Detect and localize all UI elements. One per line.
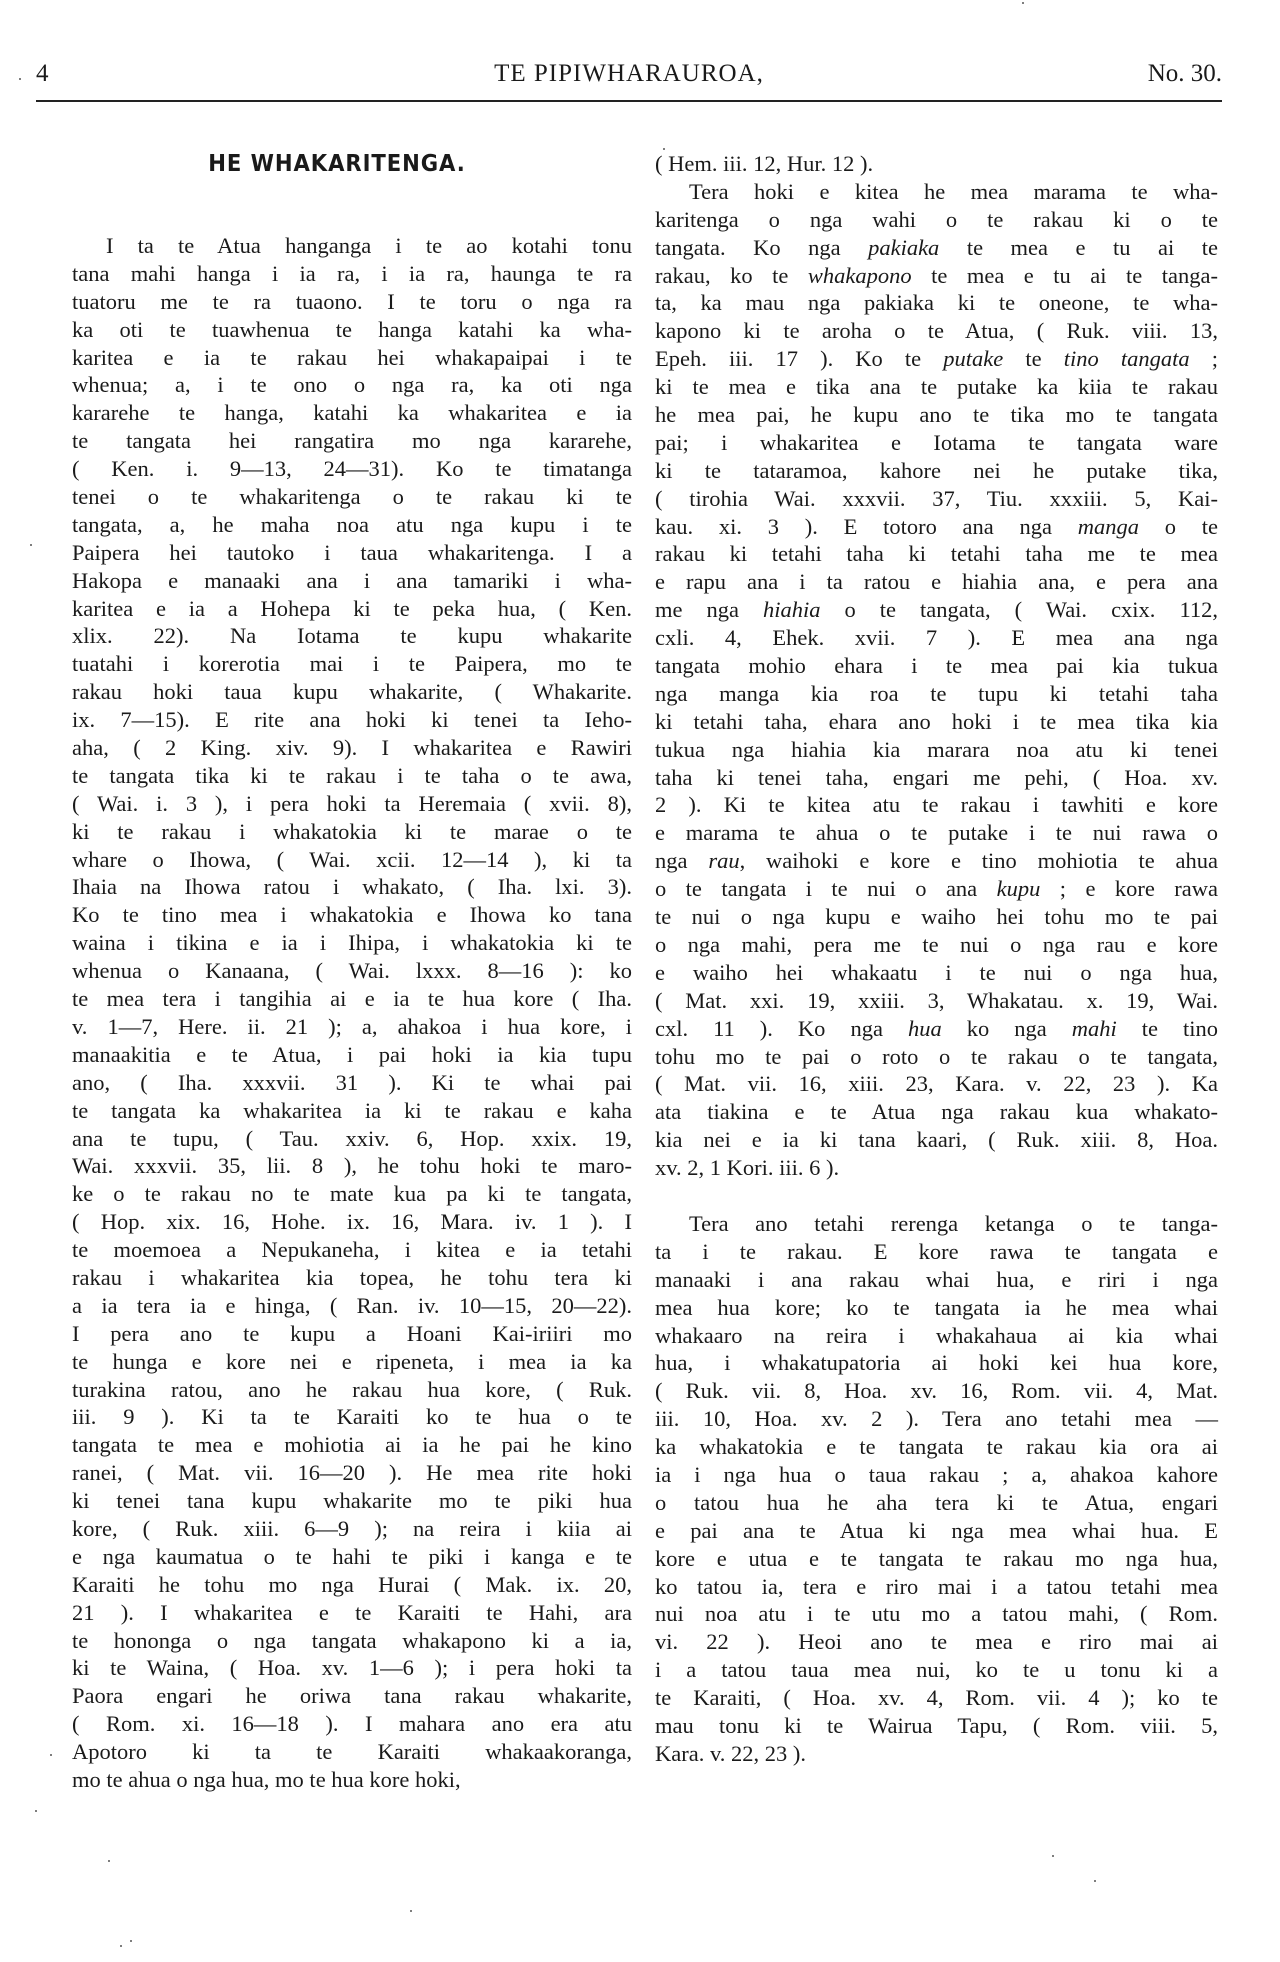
text-line: mau tonu ki te Wairua Tapu, ( Rom. viii. 5, <box>655 1712 1218 1738</box>
text-line: kapono ki te aroha o te Atua, ( Ruk. viii. 13, <box>655 318 1218 344</box>
text-line: ki te rakau i whakatokia ki te marae o te <box>72 818 632 844</box>
text-line: kore, ( Ruk. xiii. 6—9 ); na reira i kiia ai <box>72 1515 632 1541</box>
text-line: i a tatou taua mea nui, ko te u tonu ki a <box>655 1657 1218 1683</box>
text-line: te tangata tika ki te rakau i te taha o te awa, <box>72 762 632 788</box>
text-line: ranei, ( Mat. vii. 16—20 ). He mea rite hoki <box>72 1460 632 1486</box>
text-line: tuatoru me te ra tuaono. I te toru o nga ra <box>72 288 632 314</box>
running-head <box>36 56 1222 96</box>
text-line: Ihaia na Ihowa ratou i whakato, ( Iha. lxi. 3). <box>72 874 632 900</box>
italic-term: whakapono <box>807 262 912 288</box>
italic-term: kupu <box>996 876 1041 902</box>
scan-speck <box>35 1810 37 1812</box>
italic-term: pakiaka <box>868 234 940 260</box>
text-line: ki te tataramoa, kahore nei he putake tika, <box>655 457 1218 483</box>
text-line: tukua nga hiahia kia marara noa atu ki tenei <box>655 736 1218 762</box>
text-line: o te tangata i te nui o ana kupu ; e kore rawa <box>655 876 1218 902</box>
text-line: ( Hop. xix. 16, Hohe. ix. 16, Mara. iv. 1 ). I <box>72 1209 632 1235</box>
scan-speck <box>50 1754 52 1756</box>
text-line: tangata. Ko nga pakiaka te mea e tu ai te <box>655 234 1218 260</box>
text-line: Epeh. iii. 17 ). Ko te putake te tino tangata ; <box>655 346 1218 372</box>
title-gap <box>72 190 632 232</box>
text-line: tuatahi i korerotia mai i te Paipera, mo te <box>72 651 632 677</box>
text-line: te hononga o nga tangata whakapono ki a ia, <box>72 1627 632 1653</box>
text-line: rakau i whakaritea kia topea, he tohu tera ki <box>72 1264 632 1290</box>
text-line: mo te ahua o nga hua, mo te hua kore hoki, <box>72 1766 461 1792</box>
issue-number: No. 30. <box>1147 60 1222 87</box>
header-rule <box>36 100 1222 102</box>
italic-term: hiahia <box>763 597 821 623</box>
italic-term: hua <box>907 1015 942 1041</box>
text-line: taha ki tenei taha, engari me pehi, ( Hoa. xv. <box>655 764 1218 790</box>
article-title: HE WHAKARITENGA. <box>208 151 466 177</box>
text-line: manaaki i ana rakau whai hua, e riri i nga <box>655 1266 1218 1292</box>
text-line: e nga kaumatua o te hahi te piki i kanga e te <box>72 1543 632 1569</box>
text-line: Wai. xxxvii. 35, lii. 8 ), he tohu hoki te maro- <box>72 1153 632 1179</box>
scan-speck <box>120 1945 122 1947</box>
text-line: turakina ratou, ano he rakau hua kore, ( Ruk. <box>72 1376 632 1402</box>
scan-speck <box>1094 1880 1096 1882</box>
text-line: kau. xi. 3 ). E totoro ana nga manga o te <box>655 513 1218 539</box>
text-line: ko tatou ia, tera e riro mai i a tatou tetahi mea <box>655 1573 1218 1599</box>
italic-term: manga <box>1077 513 1140 539</box>
italic-term: rau <box>708 848 740 874</box>
text-line: e pai ana te Atua ki nga mea whai hua. E <box>655 1517 1218 1543</box>
text-line: Karaiti he tohu mo nga Hurai ( Mak. ix. 20, <box>72 1571 632 1597</box>
text-line: Apotoro ki ta te Karaiti whakaakoranga, <box>72 1739 632 1765</box>
text-line: ( Hem. iii. 12, Hur. 12 ). <box>655 151 874 176</box>
paragraph-gap <box>655 1182 1218 1210</box>
text-line: tangata te mea e mohiotia ai ia he pai he kino <box>72 1432 632 1458</box>
text-line: iii. 10, Hoa. xv. 2 ). Tera ano tetahi mea — <box>655 1406 1218 1432</box>
text-line: whenua; a, i te ono o nga ra, ka oti nga <box>72 372 632 398</box>
text-line: whare o Ihowa, ( Wai. xcii. 12—14 ), ki ta <box>72 846 632 872</box>
text-line: ( tirohia Wai. xxxvii. 37, Tiu. xxxiii. 5, Kai- <box>655 485 1218 511</box>
text-line: nga manga kia roa te tupu ki tetahi taha <box>655 680 1218 706</box>
text-line: xv. 2, 1 Kori. iii. 6 ). <box>655 1155 840 1181</box>
text-line: nui noa atu i te utu mo a tatou mahi, ( Rom. <box>655 1601 1218 1627</box>
scan-speck <box>108 1860 110 1862</box>
text-line: a ia tera ia e hinga, ( Ran. iv. 10—15, 20—22). <box>72 1292 632 1318</box>
right-paragraph-2 <box>655 1210 1218 1768</box>
scan-speck <box>663 148 665 150</box>
right-column <box>655 150 1218 1768</box>
text-line: ata tiakina e te Atua nga rakau kua whakato- <box>655 1099 1218 1125</box>
text-line: vi. 22 ). Heoi ano te mea e riro mai ai <box>655 1629 1218 1655</box>
text-line: ( Mat. vii. 16, xiii. 23, Kara. v. 22, 23 ). Ka <box>655 1071 1218 1097</box>
text-line: e rapu ana i ta ratou e hiahia ana, e pera ana <box>655 569 1218 595</box>
text-line: pai; i whakaritea e Iotama te tangata ware <box>655 429 1218 455</box>
text-line: tohu mo te pai o roto o te rakau o te tangata, <box>655 1043 1218 1069</box>
text-line: kararehe te hanga, katahi ka whakaritea e ia <box>72 400 632 426</box>
text-line: rakau, ko te whakapono te mea e tu ai te tanga- <box>655 262 1218 288</box>
text-line: cxl. 11 ). Ko nga hua ko nga mahi te tino <box>655 1015 1218 1041</box>
text-line: ta, ka mau nga pakiaka ki te oneone, te wha- <box>655 290 1218 316</box>
text-line: Paipera hei tautoko i taua whakaritenga. I a <box>72 539 632 565</box>
text-line: ka whakatokia e te tangata te rakau kia ora ai <box>655 1434 1218 1460</box>
italic-term: mahi <box>1071 1015 1117 1041</box>
text-line: aha, ( 2 King. xiv. 9). I whakaritea e Rawiri <box>72 735 632 761</box>
text-line: ta i te rakau. E kore rawa te tangata e <box>655 1238 1218 1264</box>
text-line: ( Ken. i. 9—13, 24—31). Ko te timatanga <box>72 456 632 482</box>
text-line: tenei o te whakaritenga o te rakau ki te <box>72 484 632 510</box>
text-line: ana te tupu, ( Tau. xxiv. 6, Hop. xxix. 19, <box>72 1125 632 1151</box>
left-column-text <box>72 232 632 1794</box>
text-line: te nui o nga kupu e waiho hei tohu mo te pai <box>655 904 1218 930</box>
text-line: Ko te tino mea i whakatokia e Ihowa ko tana <box>72 902 632 928</box>
left-column <box>72 150 632 1794</box>
text-line: karitea e ia a Hohepa ki te peka hua, ( Ken. <box>72 595 632 621</box>
text-line: iii. 9 ). Ki ta te Karaiti ko te hua o te <box>72 1404 632 1430</box>
text-line: o nga mahi, pera me te nui o nga rau e kore <box>655 931 1218 957</box>
page-number: 4 <box>36 60 49 87</box>
text-line: v. 1—7, Here. ii. 21 ); a, ahakoa i hua kore, i <box>72 1013 632 1039</box>
scan-speck <box>130 1940 132 1942</box>
text-line: tana mahi hanga i ia ra, i ia ra, haunga te ra <box>72 260 632 286</box>
text-line: I ta te Atua hanganga i te ao kotahi tonu <box>106 233 632 258</box>
text-line: ( Ruk. vii. 8, Hoa. xv. 16, Rom. vii. 4, Mat. <box>655 1378 1218 1404</box>
text-line: ki te Waina, ( Hoa. xv. 1—6 ); i pera hoki ta <box>72 1655 632 1681</box>
text-line: ki tetahi taha, ehara ano hoki i te mea tika kia <box>655 708 1218 734</box>
text-line: whakaaro na reira i whakahaua ai kia whai <box>655 1322 1218 1348</box>
text-line: ke o te rakau no te mate kua pa ki te tangata, <box>72 1181 632 1207</box>
text-line: cxli. 4, Ehek. xvii. 7 ). E mea ana nga <box>655 625 1218 651</box>
italic-term: tino tangata <box>1063 346 1190 372</box>
text-line: te tangata ka whakaritea ia ki te rakau e kaha <box>72 1097 632 1123</box>
text-line: nga rau, waihoki e kore e tino mohiotia te ahua <box>655 848 1218 874</box>
text-line: xlix. 22). Na Iotama te kupu whakarite <box>72 623 632 649</box>
text-line: e marama te ahua o te putake i te nui rawa o <box>655 820 1218 846</box>
text-line: ( Wai. i. 3 ), i pera hoki ta Heremaia ( xvii. 8), <box>72 790 632 816</box>
text-line: kia nei e ia ki tana kaari, ( Ruk. xiii. 8, Hoa. <box>655 1127 1218 1153</box>
scan-speck <box>19 78 21 80</box>
text-line: ix. 7—15). E rite ana hoki ki tenei ta Ieho- <box>72 707 632 733</box>
text-line: Tera hoki e kitea he mea marama te wha- <box>689 178 1218 204</box>
scan-speck <box>30 544 32 546</box>
italic-term: putake <box>943 346 1004 372</box>
text-line: tangata, a, he maha noa atu nga kupu i te <box>72 511 632 537</box>
text-line: Hakopa e manaaki ana i ana tamariki i wha- <box>72 567 632 593</box>
text-line: rakau ki tetahi taha ki tetahi taha me te mea <box>655 541 1218 567</box>
scan-speck <box>1052 1855 1054 1857</box>
text-line: te mea tera i tangihia ai e ia te hua kore ( Iha. <box>72 986 632 1012</box>
text-line: karitenga o nga wahi o te rakau ki o te <box>655 206 1218 232</box>
text-line: me nga hiahia o te tangata, ( Wai. cxix. 112, <box>655 597 1218 623</box>
text-line: karitea e ia te rakau hei whakapaipai i te <box>72 344 632 370</box>
text-line: ki te mea e tika ana te putake ka kiia te rakau <box>655 374 1218 400</box>
text-line: I pera ano te kupu a Hoani Kai-iriiri mo <box>72 1320 632 1346</box>
text-line: kore e utua e te tangata te rakau mo nga hua, <box>655 1545 1218 1571</box>
right-paragraph-1 <box>655 150 1218 1182</box>
text-line: hua, i whakatupatoria ai hoki kei hua kore, <box>655 1350 1218 1376</box>
scan-speck <box>410 1910 412 1912</box>
text-line: ki tenei tana kupu whakarite mo te piki hua <box>72 1488 632 1514</box>
text-line: rakau hoki taua kupu whakarite, ( Whakarite. <box>72 679 632 705</box>
text-line: Paora engari he oriwa tana rakau whakarite, <box>72 1683 632 1709</box>
text-line: mea hua kore; ko te tangata ia he mea whai <box>655 1294 1218 1320</box>
text-line: 21 ). I whakaritea e te Karaiti te Hahi, ara <box>72 1599 632 1625</box>
text-line: o tatou hua he aha tera ki te Atua, engari <box>655 1489 1218 1515</box>
text-line: ( Rom. xi. 16—18 ). I mahara ano era atu <box>72 1711 632 1737</box>
scan-speck <box>1022 2 1024 4</box>
text-line: manaakitia e te Atua, i pai hoki ia kia tupu <box>72 1041 632 1067</box>
text-line: e waiho hei whakaatu i te nui o nga hua, <box>655 959 1218 985</box>
text-line: waina i tikina e ia i Ihipa, i whakatokia ki te <box>72 930 632 956</box>
text-line: te tangata hei rangatira mo nga kararehe, <box>72 428 632 454</box>
text-line: whenua o Kanaana, ( Wai. lxxx. 8—16 ): ko <box>72 958 632 984</box>
text-line: ka oti te tuawhenua te hanga katahi ka wha- <box>72 316 632 342</box>
text-line: Kara. v. 22, 23 ). <box>655 1740 806 1766</box>
text-line: ano, ( Iha. xxxvii. 31 ). Ki te whai pai <box>72 1069 632 1095</box>
text-line: ( Mat. xxi. 19, xxiii. 3, Whakatau. x. 19, Wai. <box>655 987 1218 1013</box>
text-line: 2 ). Ki te kitea atu te rakau i tawhiti e kore <box>655 792 1218 818</box>
text-line: ia i nga hua o taua rakau ; a, ahakoa kahore <box>655 1461 1218 1487</box>
text-line: te hunga e kore nei e ripeneta, i mea ia ka <box>72 1348 632 1374</box>
text-line: te Karaiti, ( Hoa. xv. 4, Rom. vii. 4 ); ko te <box>655 1685 1218 1711</box>
text-line: te moemoea a Nepukaneha, i kitea e ia tetahi <box>72 1237 632 1263</box>
text-line: tangata mohio ehara i te mea pai kia tukua <box>655 653 1218 679</box>
text-line: he mea pai, he kupu ano te tika mo te tangata <box>655 402 1218 428</box>
publication-title: TE PIPIWHARAUROA, <box>494 60 764 87</box>
text-line: Tera ano tetahi rerenga ketanga o te tanga- <box>689 1210 1218 1236</box>
